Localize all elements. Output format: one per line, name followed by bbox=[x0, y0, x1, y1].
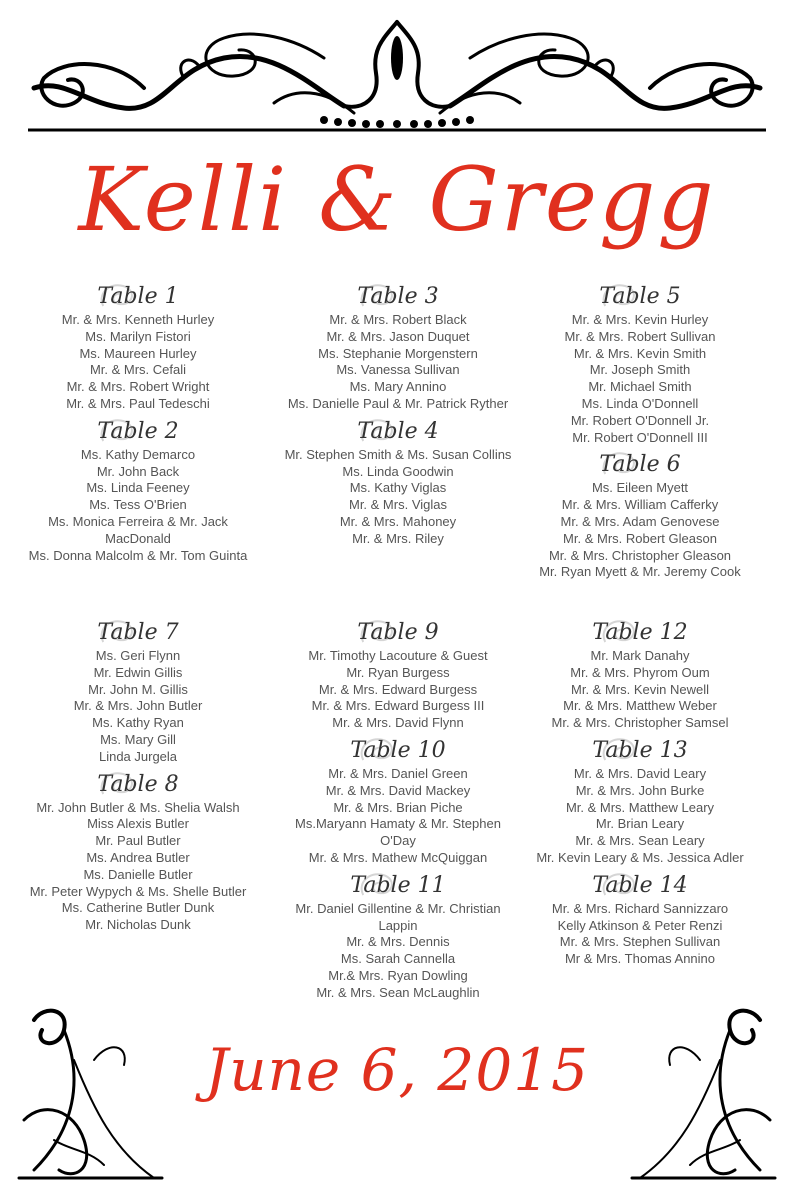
table-heading bbox=[6, 618, 270, 648]
seating-column-6 bbox=[508, 618, 772, 972]
table-label: Table 3 bbox=[357, 284, 439, 309]
guest-name: Mr. Joseph Smith bbox=[589, 362, 691, 378]
wedding-date: June 6, 2015 bbox=[204, 1036, 590, 1104]
table-label: Table 1 bbox=[97, 284, 179, 309]
table-label: Table 2 bbox=[97, 418, 179, 444]
table-section bbox=[508, 871, 772, 968]
guest-name: Mr. & Mrs. Matthew Weber bbox=[563, 698, 717, 714]
guest-name: Ms. Mary Gill bbox=[100, 731, 176, 747]
guest-name: Mr. Mark Danahy bbox=[590, 648, 690, 663]
guest-name: Mr. & Mrs. Kevin Hurley bbox=[571, 312, 709, 327]
guest-name: Ms. Linda O'Donnell bbox=[581, 395, 699, 411]
guest-name: Linda Jurgela bbox=[98, 748, 178, 764]
table-heading bbox=[266, 417, 530, 447]
table-section bbox=[508, 736, 772, 867]
guest-name: Mr. & Mrs. Adam Genovese bbox=[560, 513, 720, 529]
guest-name: Mr. & Mrs. Daniel Green bbox=[328, 765, 468, 781]
guest-name: Miss Alexis Butler bbox=[87, 816, 189, 832]
guest-name: Mr & Mrs. Thomas Annino bbox=[564, 951, 716, 967]
guest-name: Mr. & Mrs. William Cafferky bbox=[561, 497, 719, 513]
guest-name: Mr. Paul Butler bbox=[95, 833, 181, 849]
guest-name: Mr. & Mrs. Robert Wright bbox=[66, 379, 210, 395]
guest-list bbox=[508, 480, 772, 581]
guest-name: Mr. & Mrs. John Butler bbox=[73, 698, 203, 714]
table-section bbox=[266, 618, 530, 732]
guest-name: Mr. & Mrs. David Mackey bbox=[325, 782, 471, 798]
table-heading bbox=[508, 282, 772, 312]
guest-name: Mr. & Mrs. Christopher Samsel bbox=[551, 715, 729, 731]
table-label: Table 14 bbox=[592, 872, 688, 898]
guest-name: Mr. & Mrs. Mahoney bbox=[339, 513, 457, 529]
guest-name: Ms. Catherine Butler Dunk bbox=[61, 900, 215, 916]
guest-name: Kelly Atkinson & Peter Renzi bbox=[557, 917, 723, 933]
guest-list bbox=[266, 648, 530, 732]
table-heading bbox=[266, 736, 530, 766]
guest-list bbox=[266, 312, 530, 413]
guest-name: Mr. John Back bbox=[96, 463, 180, 479]
guest-name: Lappin bbox=[378, 917, 418, 933]
guest-name: Mr. & Mrs. Sean McLaughlin bbox=[316, 984, 480, 1000]
guest-name: Mr. & Mrs. Edward Burgess bbox=[318, 681, 478, 697]
table-heading bbox=[6, 770, 270, 800]
guest-list bbox=[266, 766, 530, 867]
couple-names-title: Kelli & Gregg bbox=[78, 148, 716, 251]
guest-name: Ms. Linda Feeney bbox=[86, 480, 190, 496]
table-section bbox=[508, 618, 772, 732]
guest-name: Ms. Donna Malcolm & Mr. Tom Guinta bbox=[28, 547, 248, 563]
guest-name: Ms. Monica Ferreira & Mr. Jack bbox=[48, 513, 228, 529]
guest-name: Mr. & Mrs. Kenneth Hurley bbox=[61, 312, 215, 327]
guest-name: Mr. John M. Gillis bbox=[88, 681, 188, 697]
guest-list bbox=[266, 447, 530, 548]
guest-name: Mr. Robert O'Donnell III bbox=[572, 429, 708, 445]
guest-name: Ms. Tess O'Brien bbox=[89, 497, 187, 513]
table-heading bbox=[6, 282, 270, 312]
guest-name: Mr. & Mrs. Kevin Smith bbox=[573, 345, 707, 361]
guest-name: Mr. & Mrs. Paul Tedeschi bbox=[66, 395, 210, 411]
guest-name: Ms. Geri Flynn bbox=[95, 648, 181, 663]
guest-name: Mr. & Mrs. Robert Black bbox=[329, 312, 467, 327]
seating-column-2 bbox=[266, 282, 530, 552]
guest-name: Ms. Kathy Ryan bbox=[92, 715, 184, 731]
guest-name: Mr. Stephen Smith & Ms. Susan Collins bbox=[284, 446, 512, 462]
guest-name: Mr. Peter Wypych & Ms. Shelle Butler bbox=[29, 883, 247, 899]
guest-name: Ms. Kathy Demarco bbox=[80, 446, 196, 462]
guest-name: Mr. & Mrs. Matthew Leary bbox=[565, 799, 715, 815]
guest-name: Mr. & Mrs. Richard Sannizzaro bbox=[551, 900, 729, 916]
guest-name: Ms. Linda Goodwin bbox=[342, 463, 454, 479]
guest-list bbox=[6, 800, 270, 934]
guest-name: Mr. John Butler & Ms. Shelia Walsh bbox=[36, 799, 240, 815]
guest-list bbox=[6, 447, 270, 565]
guest-list bbox=[508, 648, 772, 732]
guest-list bbox=[6, 312, 270, 413]
table-section bbox=[266, 736, 530, 867]
guest-name: Mr. & Mrs. Stephen Sullivan bbox=[559, 934, 721, 950]
guest-name: Mr. & Mrs. Cefali bbox=[89, 362, 187, 378]
guest-name: Mr. & Mrs. Dennis bbox=[346, 934, 450, 950]
guest-name: Ms.Maryann Hamaty & Mr. Stephen bbox=[295, 816, 501, 832]
table-heading bbox=[266, 618, 530, 648]
guest-name: Ms. Andrea Butler bbox=[86, 849, 190, 865]
table-label: Table 4 bbox=[357, 418, 439, 444]
table-heading bbox=[266, 871, 530, 901]
guest-name: Mr. & Mrs. David Leary bbox=[573, 765, 707, 781]
guest-name: Mr. & Mrs. Robert Sullivan bbox=[564, 328, 716, 344]
guest-name: Mr. & Mrs. Phyrom Oum bbox=[570, 664, 710, 680]
guest-name: Mr. Brian Leary bbox=[595, 816, 685, 832]
guest-name: Mr.& Mrs. Ryan Dowling bbox=[328, 967, 468, 983]
table-section bbox=[6, 282, 270, 413]
guest-name: Mr. Edwin Gillis bbox=[93, 664, 183, 680]
guest-name: Mr. & Mrs. David Flynn bbox=[332, 715, 464, 731]
guest-name: Mr. & Mrs. Christopher Gleason bbox=[548, 547, 732, 563]
guest-list bbox=[508, 901, 772, 968]
seating-column-4 bbox=[6, 618, 270, 938]
guest-list bbox=[266, 901, 530, 1002]
guest-name: Ms. Danielle Paul & Mr. Patrick Ryther bbox=[287, 395, 509, 411]
table-section bbox=[6, 417, 270, 565]
guest-name: Mr. & Mrs. Mathew McQuiggan bbox=[308, 849, 488, 865]
guest-name: Ms. Marilyn Fistori bbox=[85, 328, 191, 344]
table-section bbox=[266, 282, 530, 413]
guest-name: Mr. & Mrs. Kevin Newell bbox=[571, 681, 709, 697]
guest-name: Mr. & Mrs. Viglas bbox=[348, 497, 447, 513]
guest-name: Ms. Danielle Butler bbox=[83, 866, 193, 882]
guest-name: Ms. Sarah Cannella bbox=[340, 951, 456, 967]
guest-name: Ms. Kathy Viglas bbox=[349, 480, 447, 496]
guest-name: Mr. & Mrs. John Burke bbox=[575, 782, 705, 798]
table-heading bbox=[266, 282, 530, 312]
guest-name: Ms. Stephanie Morgenstern bbox=[318, 345, 478, 361]
guest-name: Mr. & Mrs. Riley bbox=[352, 530, 444, 546]
guest-name: Mr. Kevin Leary & Ms. Jessica Adler bbox=[536, 849, 744, 865]
table-label: Table 6 bbox=[599, 452, 681, 478]
guest-name: Mr. & Mrs. Jason Duquet bbox=[326, 328, 470, 344]
table-heading bbox=[508, 871, 772, 901]
guest-name: Mr. & Mrs. Sean Leary bbox=[575, 833, 705, 849]
table-heading bbox=[508, 450, 772, 480]
guest-name: Ms. Mary Annino bbox=[349, 379, 447, 395]
table-label: Table 7 bbox=[97, 620, 179, 645]
table-section bbox=[508, 450, 772, 581]
table-label: Table 8 bbox=[97, 771, 179, 797]
guest-name: Mr. & Mrs. Edward Burgess III bbox=[311, 698, 485, 714]
guest-list bbox=[508, 312, 772, 446]
guest-name: Mr. Robert O'Donnell Jr. bbox=[570, 412, 710, 428]
guest-name: MacDonald bbox=[105, 530, 171, 546]
table-label: Table 12 bbox=[592, 620, 688, 645]
seating-column-1 bbox=[6, 282, 270, 568]
guest-name: Mr. Ryan Myett & Mr. Jeremy Cook bbox=[539, 564, 741, 580]
table-label: Table 11 bbox=[350, 872, 446, 898]
table-section bbox=[508, 282, 772, 446]
guest-name: Mr. & Mrs. Robert Gleason bbox=[563, 530, 717, 546]
table-heading bbox=[508, 736, 772, 766]
guest-name: Mr. Timothy Lacouture & Guest bbox=[308, 648, 488, 663]
table-section bbox=[266, 871, 530, 1002]
seating-column-5 bbox=[266, 618, 530, 1006]
guest-list bbox=[6, 648, 270, 766]
table-label: Table 10 bbox=[350, 737, 446, 763]
table-label: Table 13 bbox=[592, 737, 688, 763]
table-heading bbox=[6, 417, 270, 447]
table-section bbox=[6, 618, 270, 766]
seating-column-3 bbox=[508, 282, 772, 585]
guest-name: Mr. Daniel Gillentine & Mr. Christian bbox=[295, 900, 501, 916]
guest-name: Mr. Nicholas Dunk bbox=[85, 917, 191, 933]
flourish-ornament-icon bbox=[24, 18, 770, 134]
guest-name: O'Day bbox=[380, 833, 416, 849]
table-section bbox=[266, 417, 530, 548]
guest-name: Ms. Maureen Hurley bbox=[79, 345, 197, 361]
table-heading bbox=[508, 618, 772, 648]
guest-name: Ms. Eileen Myett bbox=[591, 480, 689, 496]
table-label: Table 9 bbox=[357, 620, 439, 645]
guest-name: Ms. Vanessa Sullivan bbox=[336, 362, 460, 378]
guest-name: Mr. & Mrs. Brian Piche bbox=[333, 799, 463, 815]
table-section bbox=[6, 770, 270, 934]
guest-name: Mr. Ryan Burgess bbox=[346, 664, 450, 680]
guest-name: Mr. Michael Smith bbox=[588, 379, 692, 395]
guest-list bbox=[508, 766, 772, 867]
table-label: Table 5 bbox=[599, 284, 681, 309]
